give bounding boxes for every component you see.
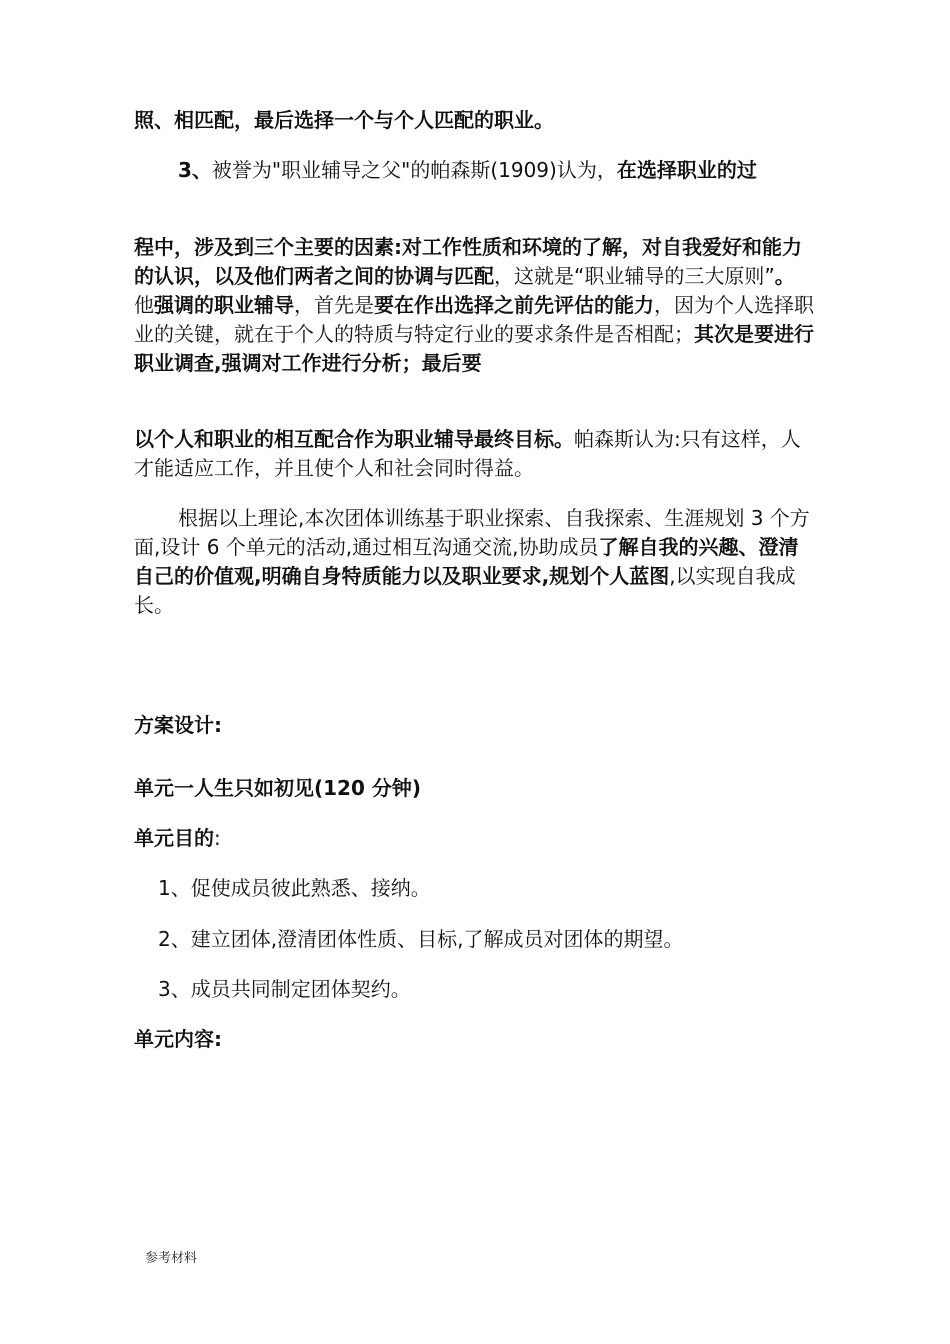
text-run: 照、相匹配，最后选择一个与个人匹配的职业。 [134,108,554,132]
list-item: 3、成员共同制定团体契约。 [158,977,411,1001]
heading-text: 单元内容: [134,1027,222,1051]
heading-text: 单元一人生只如初见(120 分钟) [134,776,421,800]
text-run: 被誉为"职业辅导之父"的帕森斯(1909)认为， [211,158,617,182]
paragraph-training-design [134,504,814,620]
text-run-bold: 在选择职业的过 [616,158,757,182]
list-item: 1、促使成员彼此熟悉、接纳。 [158,876,431,900]
list-number: 3、 [178,158,212,182]
heading-colon: : [214,826,221,850]
text-run: 根据以上理论,本次团体训练基于职业探索、自我探索、生涯规划 3 个方面,设计 6 个单元的活动,通过相互沟通交流,协助成员 [134,506,810,559]
text-run: ,以实现自我成长。 [134,564,796,617]
text-run: 帕森斯认为:只有这样，人才能适应工作，并且使个人和社会同时得益。 [134,427,801,480]
text-run-bold: 强调的职业辅导 [154,293,294,317]
paragraph-parsons-intro [134,156,814,185]
paragraph-three-principles [134,233,814,378]
text-run-bold: 。 [774,264,795,288]
heading-unit-goal [134,824,814,853]
text-run-bold: 要在作出选择之前先评估的能力 [374,293,654,317]
text-run: ，因为个人选择职业的关键，就在于个人的特质与特定行业的要求条件是否相配； [134,293,814,346]
text-run: 他 [134,293,154,317]
text-run-bold: 其次是要进行职业调查,强调对工作进行分析；最后要 [134,322,814,375]
text-run-bold: 了解自我的兴趣、澄清自己的价值观,明确自身特质能力以及职业要求,规划个人蓝图 [134,535,799,588]
list-item: 2、建立团体,澄清团体性质、目标,了解成员对团体的期望。 [158,927,684,951]
text-run-bold: 程中，涉及到三个主要的因素:对工作性质和环境的了解，对自我爱好和能力的认识，以及他们两者之间的协调与匹配 [134,235,802,288]
paragraph-matching-conclusion [134,106,814,135]
heading-text: 单元目的 [134,826,214,850]
heading-unit-one [134,774,814,803]
heading-unit-content [134,1025,814,1054]
text-run: ，这就是“职业辅导的三大原则” [494,264,775,288]
text-run: ，首先是 [294,293,374,317]
paragraph-guidance-goal [134,425,814,483]
text-run-bold: 以个人和职业的相互配合作为职业辅导最终目标。 [134,427,574,451]
heading-plan-design [134,711,814,740]
heading-text: 方案设计: [134,713,222,737]
page-footer: 参考材料 [145,1251,198,1266]
